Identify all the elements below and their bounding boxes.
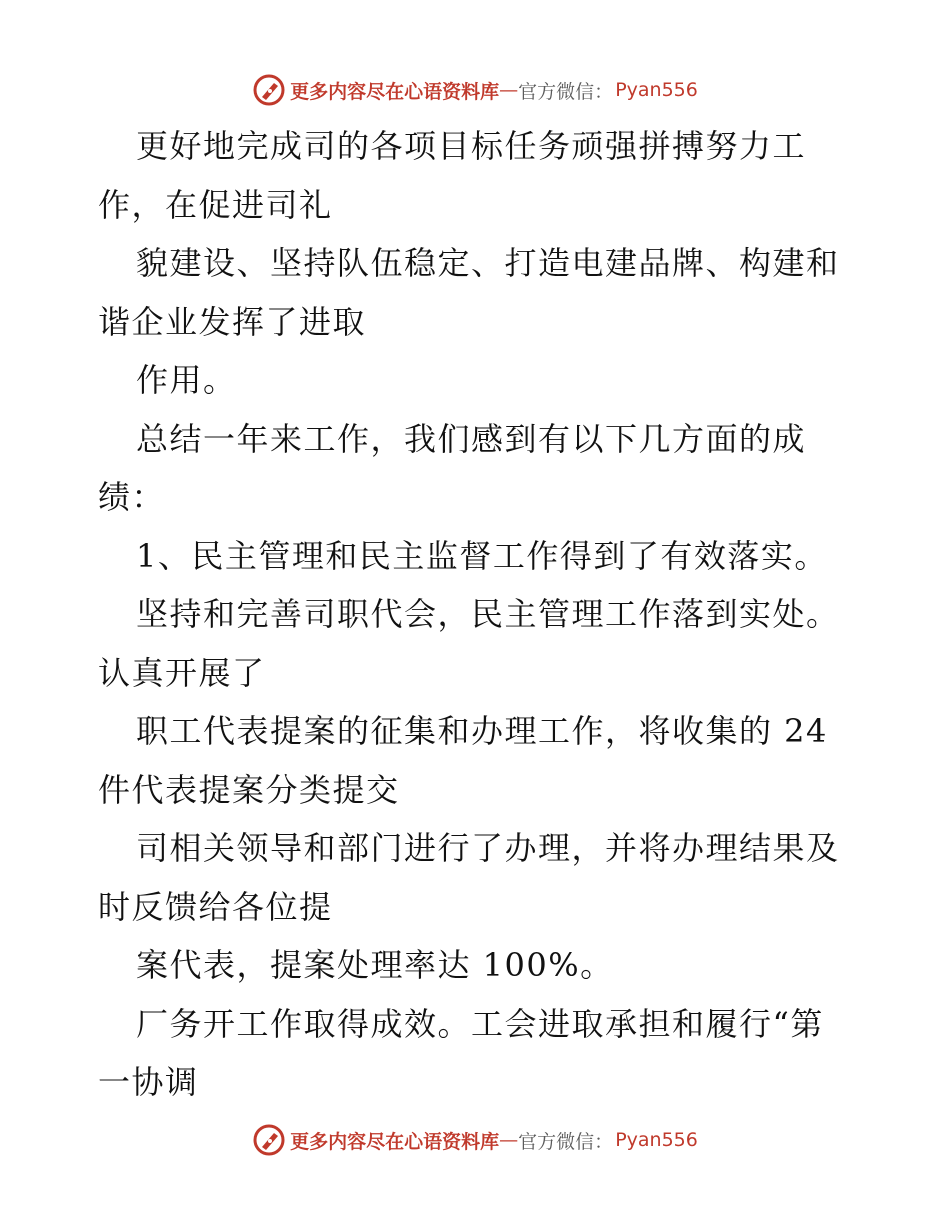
header-watermark: [0, 72, 950, 108]
text-line: 谐企业发挥了进取: [98, 302, 367, 341]
text-line: 坚持和完善司职代会，民主管理工作落到实处。: [136, 595, 840, 633]
pen-nib-logo-icon: [252, 73, 286, 107]
text-line: 时反馈给各位提: [98, 887, 333, 926]
text-line: 绩：: [98, 478, 166, 516]
watermark-dash: —: [499, 1129, 519, 1151]
watermark-main-text: 更多内容尽在心语资料库: [290, 1130, 500, 1153]
watermark-wechat-label: 官方微信：: [518, 1130, 614, 1153]
text-line: 一协调: [98, 1063, 199, 1101]
text-line: 认真开展了: [98, 653, 266, 692]
text-line: 作，在促进司礼: [98, 185, 333, 224]
pen-nib-logo-icon: [252, 1123, 286, 1157]
watermark-main-text: 更多内容尽在心语资料库: [290, 80, 500, 103]
text-line: 更好地完成司的各项目标任务顽强拼搏努力工: [136, 127, 807, 165]
text-line: 案代表，提案处理率达 100%。: [136, 946, 614, 984]
text-line: 总结一年来工作，我们感到有以下几方面的成: [136, 419, 807, 458]
text-line: 厂务开工作取得成效。工会进取承担和履行“第: [136, 1004, 824, 1043]
watermark-wechat-id: Pyan556: [615, 1129, 698, 1151]
watermark-wechat-id: Pyan556: [615, 79, 698, 101]
footer-watermark: [0, 1122, 950, 1158]
text-line: 司相关领导和部门进行了办理，并将办理结果及: [136, 829, 840, 867]
text-line: 件代表提案分类提交: [98, 770, 400, 809]
text-line: 貌建设、坚持队伍稳定、打造电建品牌、构建和: [136, 244, 840, 282]
text-line: 职工代表提案的征集和办理工作，将收集的 24: [136, 712, 828, 750]
watermark-dash: —: [499, 79, 519, 101]
text-line: 1、民主管理和民主监督工作得到了有效落实。: [136, 536, 828, 575]
document-body: [98, 117, 868, 1112]
watermark-wechat-label: 官方微信：: [518, 80, 614, 103]
text-line: 作用。: [136, 361, 237, 399]
